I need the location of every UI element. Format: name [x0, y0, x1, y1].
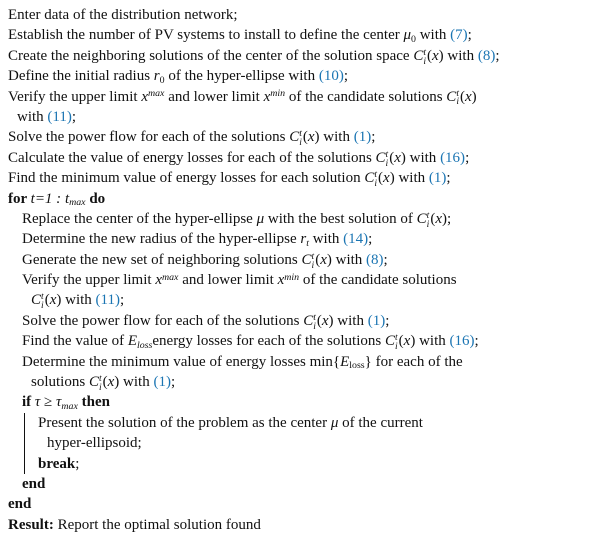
algo-line: [8, 392, 598, 412]
text-segment: C: [384, 333, 395, 350]
text-segment: =1 :: [34, 190, 65, 207]
algo-line-if-body: [8, 454, 598, 474]
text-segment: x: [107, 374, 115, 391]
text-segment: and lower limit: [164, 88, 264, 105]
text-segment: with: [331, 251, 367, 268]
algo-line: [8, 46, 598, 66]
equation-ref-link[interactable]: (14): [343, 231, 369, 248]
text-segment: energy losses for each of the solutions: [152, 333, 385, 350]
sup-sub-script: t i: [385, 148, 389, 169]
text-segment: ): [314, 129, 320, 146]
text-segment: with: [443, 47, 478, 64]
text-segment: (: [316, 312, 322, 329]
text-segment: (: [102, 374, 108, 391]
text-segment: of the candidate solutions: [285, 88, 447, 105]
text-segment: of the hyper-ellipse with: [164, 68, 319, 85]
text-segment: C: [88, 374, 99, 391]
text-segment: ;: [465, 149, 470, 166]
text-segment: t: [64, 190, 70, 207]
text-segment: C: [303, 312, 314, 329]
text-segment: max: [69, 197, 86, 209]
algo-line: [8, 25, 598, 45]
text-segment: x: [394, 149, 401, 166]
text-segment: x: [435, 210, 442, 227]
text-segment: min: [270, 88, 286, 100]
algo-line: [8, 168, 598, 188]
text-segment: break: [38, 455, 76, 472]
text-segment: t: [30, 190, 35, 207]
text-segment: ;: [474, 333, 479, 350]
equation-ref-link[interactable]: (8): [477, 47, 496, 64]
text-segment: ;: [170, 374, 176, 391]
text-segment: C: [416, 210, 427, 227]
text-segment: 0: [411, 34, 416, 46]
algo-line: [8, 148, 598, 168]
text-segment: (: [459, 88, 465, 105]
text-segment: C: [413, 47, 424, 64]
algo-line: [8, 311, 598, 331]
text-segment: τ: [34, 394, 41, 411]
text-segment: max: [61, 401, 78, 413]
text-segment: (: [378, 170, 384, 187]
text-segment: then: [77, 394, 110, 411]
text-segment: μ: [330, 414, 339, 431]
text-segment: x: [383, 170, 390, 187]
text-segment: end: [8, 496, 32, 513]
sup-sub-script: t i: [426, 209, 430, 230]
text-segment: ): [389, 170, 395, 187]
text-segment: x: [432, 47, 439, 64]
algo-line: [8, 352, 598, 372]
text-segment: (: [44, 292, 50, 309]
text-segment: ): [328, 312, 334, 329]
text-segment: ;: [446, 170, 451, 187]
sup-sub-script: t i: [394, 332, 398, 353]
text-segment: (: [430, 210, 436, 227]
text-segment: x: [464, 88, 472, 105]
equation-ref-link[interactable]: (16): [449, 333, 475, 350]
sup-sub-script: t i: [311, 250, 315, 271]
sup-sub-script: t i: [313, 311, 316, 332]
algo-line: [8, 331, 598, 351]
text-segment: C: [446, 88, 457, 105]
text-segment: 0: [159, 74, 165, 86]
text-segment: min: [284, 271, 300, 283]
algo-line-if-body: [8, 413, 598, 433]
text-segment: ;: [119, 292, 125, 309]
text-segment: of the current: [338, 414, 423, 431]
text-segment: E: [340, 353, 350, 370]
text-segment: x: [403, 333, 411, 350]
text-segment: hyper-ellipsoid;: [47, 435, 142, 452]
equation-ref-link[interactable]: (11): [95, 292, 120, 309]
text-segment: with: [119, 374, 154, 391]
algo-line: [8, 5, 598, 25]
text-segment: Generate the new set of neighboring solutions: [22, 251, 302, 268]
algo-line: [8, 127, 598, 147]
text-segment: Present the solution of the problem as the center: [38, 414, 331, 431]
text-segment: ): [441, 210, 447, 227]
text-segment: ;: [446, 210, 452, 227]
algorithm-lines: [8, 5, 598, 535]
text-segment: (: [302, 129, 308, 146]
equation-ref-link[interactable]: (7): [450, 27, 468, 44]
text-segment: μ: [403, 27, 412, 44]
text-segment: ;: [383, 251, 388, 268]
sup-sub-script: t i: [299, 128, 302, 149]
text-segment: with: [319, 129, 354, 146]
text-segment: Result:: [8, 516, 58, 533]
text-segment: Determine the new radius of the hyper-ellipse: [22, 231, 301, 248]
text-segment: ;: [368, 231, 373, 248]
text-segment: Replace the center of the hyper-ellipse: [22, 210, 257, 227]
text-segment: Verify the upper limit: [8, 88, 142, 105]
text-segment: E: [127, 333, 137, 350]
text-segment: ): [114, 374, 120, 391]
equation-ref-link[interactable]: (16): [440, 149, 466, 166]
text-segment: ): [410, 333, 416, 350]
text-segment: Verify the upper limit: [22, 272, 156, 289]
text-segment: ): [471, 88, 477, 105]
text-segment: of the candidate solutions: [299, 272, 457, 289]
text-segment: with the best solution of: [264, 210, 417, 227]
text-segment: C: [364, 170, 375, 187]
text-segment: ;: [75, 455, 80, 472]
text-segment: max: [161, 271, 179, 283]
text-segment: Find the minimum value of energy losses for each solution: [8, 170, 365, 187]
text-segment: with: [405, 149, 441, 166]
text-segment: ≥: [40, 394, 57, 411]
algo-line: [8, 494, 598, 514]
equation-ref-link[interactable]: (10): [318, 68, 344, 85]
text-segment: Enter data of the distribution network;: [8, 7, 238, 23]
text-segment: Define the initial radius: [8, 68, 154, 85]
algo-line: [8, 209, 598, 229]
text-segment: r: [153, 68, 160, 85]
text-segment: μ: [256, 210, 265, 227]
text-segment: ): [438, 47, 444, 64]
algo-line-if-body: [8, 433, 598, 453]
text-segment: Establish the number of PV systems to install to define the center: [8, 27, 404, 44]
text-segment: ;: [371, 129, 376, 146]
equation-ref-link[interactable]: (11): [47, 108, 72, 125]
text-segment: with: [17, 108, 48, 125]
text-segment: ;: [71, 108, 77, 125]
text-segment: with: [415, 333, 450, 350]
text-segment: ): [400, 149, 406, 166]
text-segment: for: [8, 190, 31, 207]
algo-line: [8, 250, 598, 270]
text-segment: r: [300, 231, 307, 248]
text-segment: x: [321, 312, 329, 329]
text-segment: x: [307, 129, 315, 146]
text-segment: ;: [495, 47, 500, 64]
algo-line: [8, 107, 598, 127]
text-segment: ;: [467, 27, 472, 44]
text-segment: Create the neighboring solutions of the center of the solution space: [8, 47, 414, 64]
algo-line: [8, 189, 598, 209]
equation-ref-link[interactable]: (1): [428, 170, 447, 187]
text-segment: and lower limit: [178, 272, 278, 289]
text-segment: end: [22, 475, 46, 492]
text-segment: if: [22, 394, 35, 411]
text-segment: ;: [343, 68, 348, 85]
text-segment: solutions: [31, 374, 89, 391]
text-segment: C: [301, 251, 312, 268]
text-segment: with: [333, 312, 368, 329]
text-segment: x: [141, 88, 148, 105]
text-segment: with: [415, 27, 451, 44]
algo-line: [8, 87, 598, 107]
algo-line: [8, 515, 598, 535]
text-segment: ;: [385, 312, 390, 329]
text-segment: ): [326, 251, 332, 268]
text-segment: τ: [56, 394, 62, 411]
algo-line: [8, 290, 598, 310]
algorithm-pseudocode: [8, 5, 598, 535]
text-segment: with: [308, 231, 344, 248]
text-segment: ): [56, 292, 62, 309]
text-segment: with: [61, 292, 96, 309]
text-segment: max: [147, 88, 165, 100]
algo-line: [8, 66, 598, 86]
text-segment: Find the value of: [22, 333, 128, 350]
equation-ref-link[interactable]: (1): [367, 312, 386, 329]
text-segment: (: [315, 251, 321, 268]
algo-line: [8, 372, 598, 392]
text-segment: loss: [349, 360, 365, 372]
text-segment: (: [398, 333, 404, 350]
text-segment: loss: [137, 340, 153, 352]
text-segment: } for each of the: [364, 353, 463, 370]
text-segment: (: [389, 149, 395, 166]
sup-sub-script: t i: [41, 291, 44, 312]
text-segment: C: [31, 292, 42, 309]
text-segment: Solve the power flow for each of the solutions: [22, 312, 304, 329]
sup-sub-script: t i: [374, 169, 378, 189]
equation-ref-link[interactable]: (1): [153, 374, 171, 391]
text-segment: Calculate the value of energy losses for each of the solutions: [8, 149, 376, 166]
text-segment: x: [49, 292, 57, 309]
text-segment: Determine the minimum value of energy losses min{: [22, 353, 341, 370]
text-segment: Solve the power flow for each of the solutions: [8, 129, 290, 146]
sup-sub-script: t i: [456, 87, 459, 108]
text-segment: x: [263, 88, 271, 105]
algo-line: [8, 229, 598, 249]
text-segment: with: [394, 170, 429, 187]
text-segment: x: [320, 251, 327, 268]
sup-sub-script: t i: [423, 46, 426, 67]
text-segment: t: [306, 238, 309, 250]
algo-line: [8, 474, 598, 494]
text-segment: x: [277, 272, 285, 289]
text-segment: Report the optimal solution found: [57, 516, 261, 533]
text-segment: C: [289, 129, 300, 146]
text-segment: (: [427, 47, 432, 64]
text-segment: do: [85, 190, 106, 207]
text-segment: x: [155, 272, 162, 289]
text-segment: C: [375, 149, 386, 166]
algo-line: [8, 270, 598, 290]
equation-ref-link[interactable]: (1): [353, 129, 372, 146]
equation-ref-link[interactable]: (8): [366, 251, 384, 268]
sup-sub-script: t i: [98, 373, 102, 393]
